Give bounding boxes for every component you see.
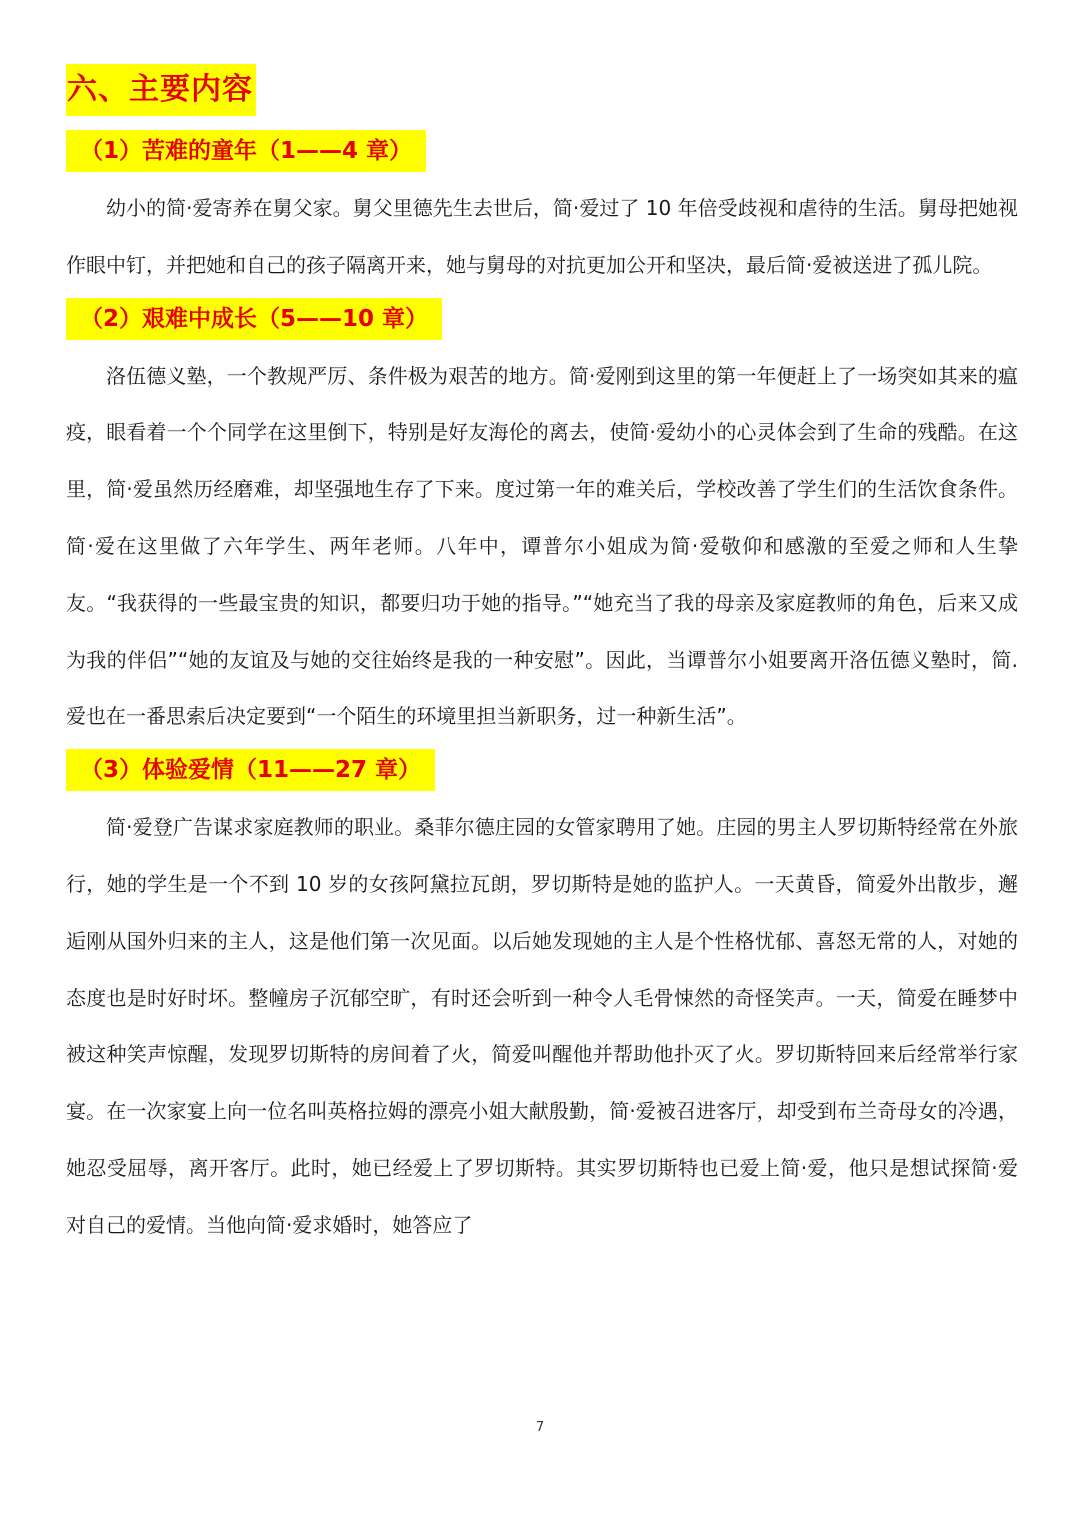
section-1 <box>66 130 1018 294</box>
section-paragraph: 幼小的简·爱寄养在舅父家。舅父里德先生去世后，简·爱过了 10 年倍受歧视和虐待的生活。舅母把她视作眼中钉，并把她和自己的孩子隔离开来，她与舅母的对抗更加公开和坚决，最后简·爱被送进了孤儿院。 <box>66 196 1018 277</box>
section-heading-wrapper <box>66 749 1018 791</box>
section-paragraph: 简·爱登广告谋求家庭教师的职业。桑菲尔德庄园的女管家聘用了她。庄园的男主人罗切斯特经常在外旅行，她的学生是一个不到 10 岁的女孩阿黛拉瓦朗，罗切斯特是她的监护人。一天黄昏，简爱外出散步，邂逅刚从国外归来的主人，这是他们第一次见面。以后她发现她的主人是个性格忧郁、喜怒无常的人，对她的态度也是时好时坏。整幢房子沉郁空旷，有时还会听到一种令人毛骨悚然的奇怪笑声。一天，简爱在睡梦中被这种笑声惊醒，发现罗切斯特的房间着了火，简爱叫醒他并帮助他扑灭了火。罗切斯特回来后经常举行家宴。在一次家宴上向一位名叫英格拉姆的漂亮小姐大献殷勤，简·爱被召进客厅，却受到布兰奇母女的冷遇，她忍受屈辱，离开客厅。此时，她已经爱上了罗切斯特。其实罗切斯特也已爱上简·爱，他只是想试探简·爱对自己的爱情。当他向简·爱求婚时，她答应了 <box>66 815 1018 1237</box>
document-page <box>66 64 1018 1254</box>
section-heading: （3）体验爱情（11——27 章） <box>66 749 435 791</box>
main-heading: 六、主要内容 <box>66 64 256 116</box>
section-paragraph: 洛伍德义塾，一个教规严厉、条件极为艰苦的地方。简·爱刚到这里的第一年便赶上了一场突如其来的瘟疫，眼看着一个个同学在这里倒下，特别是好友海伦的离去，使简·爱幼小的心灵体会到了生命的残酷。在这里，简·爱虽然历经磨难，却坚强地生存了下来。度过第一年的难关后，学校改善了学生们的生活饮食条件。简·爱在这里做了六年学生、两年老师。八年中，谭普尔小姐成为简·爱敬仰和感激的至爱之师和人生挚友。“我获得的一些最宝贵的知识，都要归功于她的指导。”“她充当了我的母亲及家庭教师的角色，后来又成为我的伴侣”“她的友谊及与她的交往始终是我的一种安慰”。因此，当谭普尔小姐要离开洛伍德义塾时，简.爱也在一番思索后决定要到“一个陌生的环境里担当新职务，过一种新生活”。 <box>66 363 1018 729</box>
section-heading-wrapper <box>66 298 1018 340</box>
page-number: 7 <box>535 1420 545 1435</box>
section-heading: （2）艰难中成长（5——10 章） <box>66 298 442 340</box>
section-3 <box>66 749 1018 1253</box>
section-heading: （1）苦难的童年（1——4 章） <box>66 130 426 172</box>
section-heading-wrapper <box>66 130 1018 172</box>
section-2 <box>66 298 1018 746</box>
